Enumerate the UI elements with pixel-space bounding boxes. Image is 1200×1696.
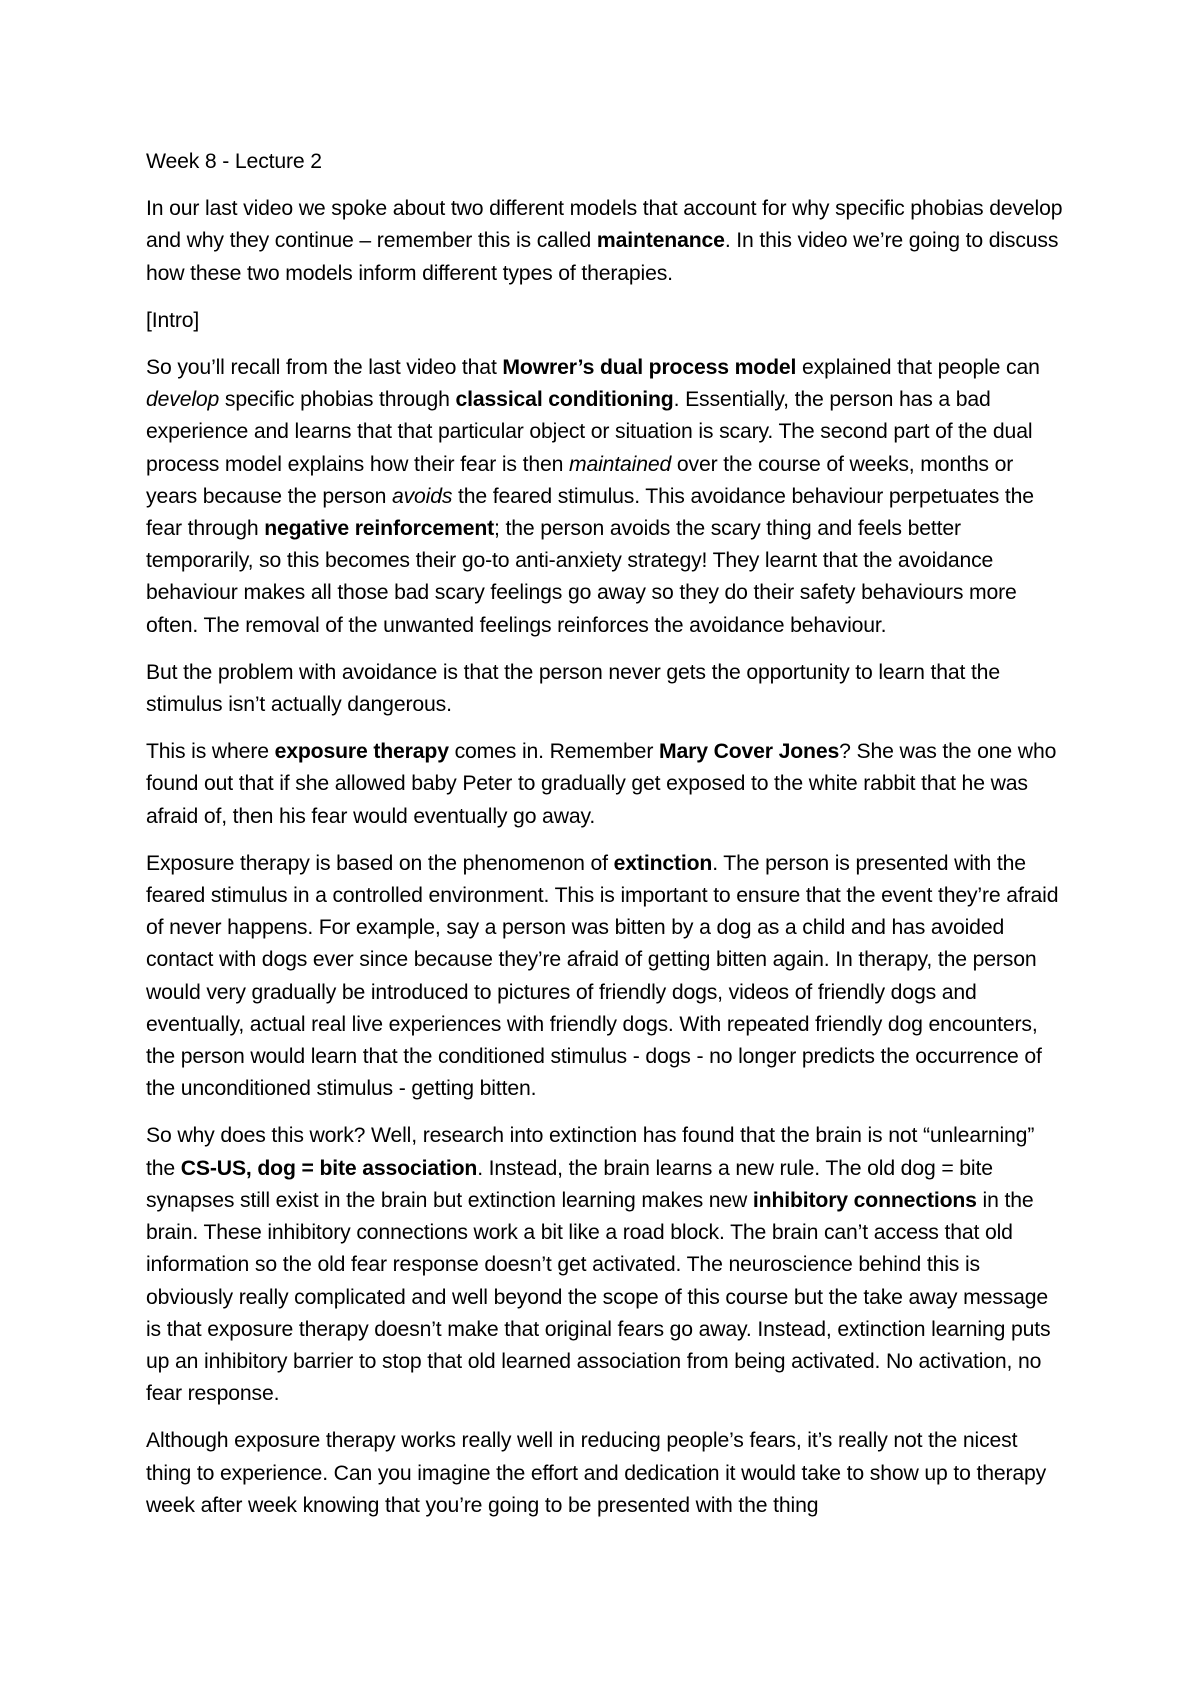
text-run: So you’ll recall from the last video that [146,356,503,380]
text-run: . In this video we’re going to discuss how these two models inform different types of therapies. [146,229,1059,285]
paragraph-3: But the problem with avoidance is that the person never gets the opportunity to learn that the stimulus isn’t actually dangerous. [146,660,1000,717]
text-run: over the course of weeks, months or years because the person [146,452,1014,508]
text-run: This is where [146,740,275,764]
text-run: . Instead, the brain learns a new rule. The old dog = bite synapses still exist in the brain but extinction learning makes new [146,1156,993,1212]
text-run: the feared stimulus. This avoidance behaviour perpetuates the fear through [146,484,1034,541]
bold-term-extinction: extinction [613,851,713,875]
bold-term-cs-us-association: CS-US, dog = bite association [180,1156,478,1180]
text-run: So why does this work? Well, research into extinction has found that the brain is not “unlearning” the [146,1124,1035,1180]
paragraph-5 [146,848,1066,1106]
section-intro: [Intro] [146,308,200,332]
bold-term-dual-process-model: Mowrer’s dual process model [502,356,797,380]
bold-term-maintenance: maintenance [596,229,725,253]
bold-term-inhibitory-connections: inhibitory connections [752,1188,977,1212]
paragraph-1 [146,193,1066,290]
text-run: ; the person avoids the scary thing and feels better temporarily, so this becomes their go-to anti-anxiety strategy! They learnt that the avoidance behaviour makes all those bad scary feelings go away so they do their safety behaviours more often. The removal of the unwanted feelings reinforces the avoidance behaviour. [146,517,1017,637]
bold-term-negative-reinforcement: negative reinforcement [264,517,495,541]
italic-term-develop: develop [146,388,220,412]
text-run: comes in. Remember [448,740,659,764]
page-title: Week 8 - Lecture 2 [146,150,322,173]
text-run: ? She was the one who found out that if she allowed baby Peter to gradually get exposed to the white rabbit that he was afraid of, then his fear would eventually go away. [146,740,1057,828]
bold-term-exposure-therapy: exposure therapy [274,740,449,764]
paragraph-7: Although exposure therapy works really well in reducing people’s fears, it’s really not the nicest thing to experience. Can you imagine the effort and dedication it would take to show up to therapy week after week knowing that you’re going to be presented with the thing [146,1429,1047,1517]
text-run: in the brain. These inhibitory connections work a bit like a road block. The brain can’t access that old information so the old fear response doesn’t get activated. The neuroscience behind this is obviously really complicated and well beyond the scope of this course but the take away message is that exposure therapy doesn’t make that original fears go away. Instead, extinction learning puts up an inhibitory barrier to stop that old learned association from being activated. No activation, no fear response. [146,1188,1051,1406]
italic-term-avoids: avoids [391,484,453,508]
text-run: specific phobias through [219,388,456,412]
text-run: . The person is presented with the feared stimulus in a controlled environment. This is important to ensure that the event they’re afraid of never happens. For example, say a person was bitten by a dog as a child and has avoided contact with dogs ever since because they’re afraid of getting bitten again. In therapy, the person would very gradually be introduced to pictures of friendly dogs, videos of friendly dogs and eventually, actual real live experiences with friendly dogs. With repeated friendly dog encounters, the person would learn that the conditioned stimulus - dogs - no longer predicts the occurrence of the unconditioned stimulus - getting bitten. [146,851,1059,1101]
document-page [146,146,1066,1537]
text-run: explained that people can [796,356,1040,380]
text-run: . Essentially, the person has a bad experience and learns that that particular object or situation is scary. The second part of the dual process model explains how their fear is then [146,388,1033,476]
paragraph-2 [146,352,1066,642]
text-run: In our last video we spoke about two different models that account for why specific phobias develop and why they continue – remember this is called [146,197,1063,253]
paragraph-4 [146,736,1066,833]
text-run: Exposure therapy is based on the phenomenon of [146,851,614,875]
italic-term-maintained: maintained [568,452,672,476]
paragraph-6 [146,1120,1066,1410]
bold-term-mary-cover-jones: Mary Cover Jones [658,740,840,764]
bold-term-classical-conditioning: classical conditioning [455,388,674,412]
